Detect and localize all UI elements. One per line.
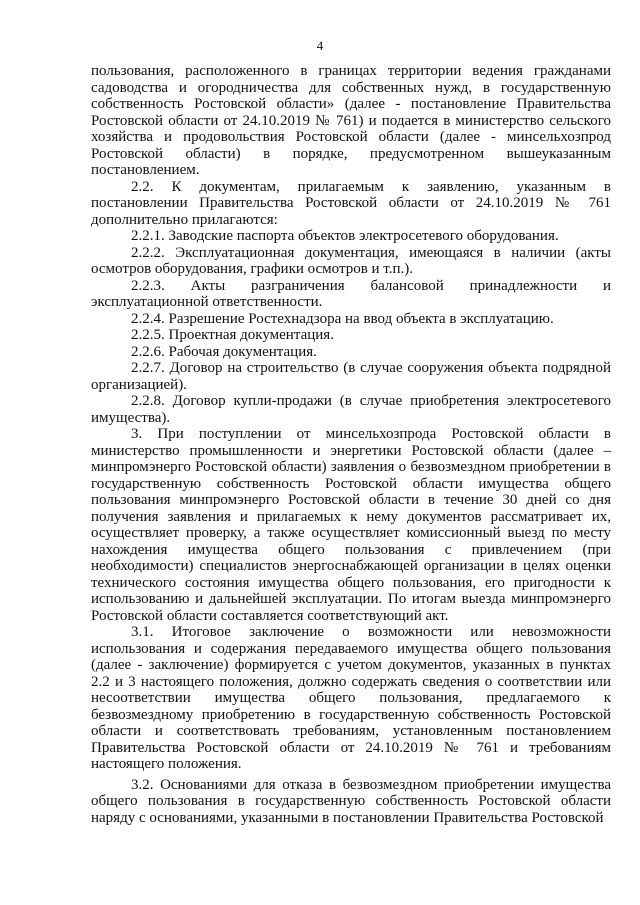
page-number: 4 (316, 38, 324, 53)
paragraph-2-2-6: 2.2.6. Рабочая документация. (131, 343, 317, 360)
paragraph-2-2-4: 2.2.4. Разрешение Ростехнадзора на ввод объекта в эксплуатацию. (131, 310, 554, 327)
paragraph-2-2-8: 2.2.8. Договор купли-продажи (в случае приобретения электросетевого имущества). (91, 393, 611, 426)
paragraph-continuation: пользования, расположенного в границах территории ведения гражданами садоводства и огородничества для собственных нужд, в государственную собственность Ростовской области» (далее - постановление Правительства Ростовской области от 24.10.2019 № 761) и подается в министерство сельского хозяйства и продовольствия Ростовской области (далее - минсельхозпрод Ростовской области) в порядке, предусмотренном вышеуказанным постановлением. (91, 63, 611, 178)
paragraph-3: 3. При поступлении от минсельхозпрода Ростовской области в министерство промышленности и энергетики Ростовской области (далее – минпромэнерго Ростовской области) заявления о безвозмездном приобретении в государственную собственность Ростовской области имущества общего пользования минпромэнерго Ростовской области в течение 30 дней со дня получения заявления и прилагаемых к нему документов рассматривает их, осуществляет проверку, а также осуществляет комиссионный выезд по месту нахождения имущества общего пользования с привлечением (при необходимости) специалистов энергоснабжающей организации в целях оценки технического состояния имущества общего пользования, его пригодности к использованию и дальнейшей эксплуатации. По итогам выезда минпромэнерго Ростовской области составляется соответствующий акт. (91, 426, 611, 624)
paragraph-2-2-5: 2.2.5. Проектная документация. (131, 327, 334, 343)
paragraph-3-2: 3.2. Основаниями для отказа в безвозмездном приобретении имущества общего пользования в государственную собственность Ростовской области наряду с основаниями, указанными в постановлении Правительства Ростовской (91, 776, 611, 826)
paragraph-2-2-7: 2.2.7. Договор на строительство (в случае сооружения объекта подрядной организацией). (91, 360, 611, 393)
paragraph-2-2: 2.2. К документам, прилагаемым к заявлению, указанным в постановлении Правительства Ростовской области от 24.10.2019 № 761 дополнительно прилагаются: (91, 178, 611, 228)
paragraph-2-2-1: 2.2.1. Заводские паспорта объектов электросетевого оборудования. (131, 228, 559, 244)
document-body (91, 63, 611, 826)
paragraph-3-1: 3.1. Итоговое заключение о возможности или невозможности использования и содержания передаваемого имущества общего пользования (далее - заключение) формируется с учетом документов, указанных в пунктах 2.2 и 3 настоящего положения, должно содержать сведения о соответствии или несоответствии имущества общего пользования, предлагаемого к безвозмездному приобретению в государственную собственность Ростовской области и соответствовать требованиям, установленным постановлением Правительства Ростовской области от 24.10.2019 № 761 и требованиям настоящего положения. (91, 624, 611, 772)
paragraph-2-2-3: 2.2.3. Акты разграничения балансовой принадлежности и эксплуатационной ответственности. (91, 277, 611, 310)
paragraph-2-2-2: 2.2.2. Эксплуатационная документация, имеющаяся в наличии (акты осмотров оборудования, графики осмотров и т.п.). (91, 244, 611, 277)
